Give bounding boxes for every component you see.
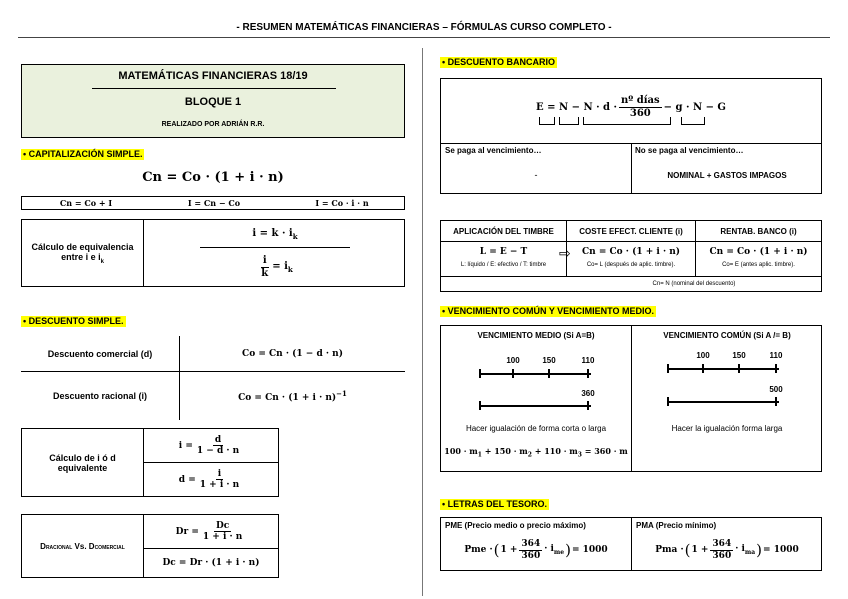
formula-bracket-3-r bbox=[670, 117, 671, 125]
letras-box bbox=[440, 517, 822, 571]
medio-tick-1 bbox=[512, 369, 514, 378]
timbre-header-rule bbox=[441, 241, 821, 242]
formula-bracket-1-l bbox=[539, 117, 540, 125]
medio-label-360: 360 bbox=[581, 389, 595, 398]
formula-bracket-4 bbox=[681, 124, 705, 125]
comun-tick-3 bbox=[775, 364, 777, 373]
pme-title: PME (Precio medio o precio máximo) bbox=[445, 521, 586, 530]
medio-timeline-1 bbox=[479, 373, 591, 375]
descuento-simple-table bbox=[21, 336, 405, 420]
pma-formula: Pma · ( 1 + $\frac{364}{360}$ · $i_{ma}$ ) = 1000 bbox=[655, 539, 799, 561]
average-maturity-note: Hacer igualación de forma corta o larga bbox=[465, 423, 607, 433]
author-line: REALIZADO POR ADRIÁN R.R. bbox=[161, 121, 265, 128]
formula-dr: Dr = $\frac{Dc}{1 + i \cdot n}$ bbox=[175, 520, 243, 542]
comun-timeline-1 bbox=[667, 368, 779, 370]
comun-tick-2 bbox=[738, 364, 740, 373]
client-cost-note: Co= L (después de aplic. timbre). bbox=[586, 262, 676, 268]
timbre-footer-rule bbox=[441, 276, 821, 277]
commercial-discount-formula: Co = Cn · (1 − d · n) bbox=[242, 348, 343, 359]
formula-i-cn-co: I = Cn − Co bbox=[187, 198, 241, 208]
equivalence-rule bbox=[200, 247, 350, 248]
medio-tick-5 bbox=[587, 401, 589, 410]
formula-bracket-3-l bbox=[583, 117, 584, 125]
equivalent-rate-label: Cálculo de i ó d equivalente bbox=[22, 429, 144, 496]
medio-tick-2 bbox=[548, 369, 550, 378]
formula-bracket-2-l bbox=[559, 117, 560, 125]
rational-discount-formula: $Co = Cn \cdot (1 + i \cdot n)^{-1}$ bbox=[238, 389, 347, 403]
course-title: MATEMÁTICAS FINANCIERAS 18/19 bbox=[118, 70, 308, 82]
bank-return-note: Co= E (antes aplic. timbre). bbox=[722, 262, 795, 268]
not-paid-at-maturity-title: No se paga al vencimiento… bbox=[635, 146, 744, 155]
comun-timeline-2 bbox=[667, 401, 779, 403]
not-paid-at-maturity-value: NOMINAL + GASTOS IMPAGOS bbox=[667, 170, 787, 180]
section-heading-vencimiento: • VENCIMIENTO COMÚN Y VENCIMIENTO MEDIO. bbox=[442, 306, 655, 316]
stamp-formula: L = E − T bbox=[479, 247, 528, 257]
pma-title: PMA (Precio mínimo) bbox=[636, 521, 717, 530]
section-heading-letras: • LETRAS DEL TESORO. bbox=[442, 499, 547, 509]
page-header-title: - RESUMEN MATEMÁTICAS FINANCIERAS – FÓRMULAS CURSO COMPLETO - bbox=[236, 22, 612, 33]
bank-return-title: RENTAB. BANCO (i) bbox=[720, 226, 797, 236]
equivalence-box bbox=[21, 219, 405, 287]
formula-bracket-2-r bbox=[578, 117, 579, 125]
medio-tick-4 bbox=[479, 401, 481, 410]
formula-i-co-i-n: I = Co · i · n bbox=[315, 198, 369, 208]
medio-tick-0 bbox=[479, 369, 481, 378]
comun-label-100: 100 bbox=[696, 351, 710, 360]
formula-i-from-d: i = $\frac{d}{1 - d \cdot n}$ bbox=[178, 434, 240, 456]
cap-simple-row bbox=[21, 196, 405, 210]
bank-return-formula: Cn = Co · (1 + i · n) bbox=[709, 247, 808, 257]
rational-vs-commercial-label: DRACIONAL Vs. DCOMERCIAL bbox=[22, 515, 144, 577]
formula-bracket-3 bbox=[583, 124, 671, 125]
comun-label-500: 500 bbox=[769, 385, 783, 394]
equivalent-rate-box bbox=[21, 428, 279, 497]
stamp-application-title: APLICACIÓN DEL TIMBRE bbox=[453, 226, 554, 236]
medio-label-110: 110 bbox=[581, 356, 595, 365]
rational-discount-label: Descuento racional (i) bbox=[52, 391, 148, 401]
stamp-note: L: líquido / E: efectivo / T: timbre bbox=[460, 262, 547, 268]
comun-label-110: 110 bbox=[769, 351, 783, 360]
arrow-right-icon: ⇨ bbox=[559, 245, 571, 261]
medio-label-150: 150 bbox=[542, 356, 556, 365]
client-cost-formula: Cn = Co · (1 + i · n) bbox=[581, 247, 681, 257]
comun-tick-4 bbox=[667, 397, 669, 406]
comun-tick-1 bbox=[702, 364, 704, 373]
section-heading-desc-bancario: • DESCUENTO BANCARIO bbox=[442, 57, 555, 67]
title-box bbox=[21, 64, 405, 138]
client-cost-title: COSTE EFECT. CLIENTE (i) bbox=[579, 226, 683, 236]
section-heading-cap-simple: • CAPITALIZACIÓN SIMPLE. bbox=[23, 149, 143, 159]
section-heading-desc-simple: • DESCUENTO SIMPLE. bbox=[23, 316, 124, 326]
formula-d-from-i: d = $\frac{i}{1 + i \cdot n}$ bbox=[178, 468, 240, 490]
comun-label-150: 150 bbox=[732, 351, 746, 360]
paid-at-maturity-title: Se paga al vencimiento… bbox=[445, 146, 542, 155]
formula-bracket-2 bbox=[559, 124, 579, 125]
bank-discount-formula: E = N − N · d · $\frac{\text{nº días}}{360}$ − g · N − G bbox=[536, 95, 726, 119]
header-rule bbox=[18, 37, 830, 38]
formula-bracket-4-l bbox=[681, 117, 682, 125]
comun-tick-0 bbox=[667, 364, 669, 373]
rational-vs-commercial-box bbox=[21, 514, 279, 578]
medio-timeline-2 bbox=[479, 405, 591, 407]
equivalence-label: Cálculo de equivalencia entre i e $i_k$ bbox=[22, 220, 144, 286]
formula-cn-co-i: Cn = Co + I bbox=[59, 198, 113, 208]
equivalence-formula-1: $i = k \cdot i_k$ bbox=[252, 227, 298, 241]
cap-simple-formula: Cn = Co · (1 + i · n) bbox=[142, 170, 284, 185]
block-title: BLOQUE 1 bbox=[184, 96, 242, 108]
pme-formula: Pme · ( 1 + $\frac{364}{360}$ · $i_{me}$ ) = 1000 bbox=[464, 539, 608, 561]
descuento-bancario-box bbox=[440, 78, 822, 194]
medio-tick-3 bbox=[587, 369, 589, 378]
average-maturity-formula: $100 \cdot m_1 + 150 \cdot m_2 + 110 \cdot m_3 = 360 \cdot m$ bbox=[444, 445, 628, 459]
commercial-discount-label: Descuento comercial (d) bbox=[47, 348, 153, 359]
paid-at-maturity-value: - bbox=[534, 170, 538, 180]
equivalence-formula-2: $\frac{i}{k}$ = $i_k$ bbox=[261, 255, 293, 279]
common-maturity-title: VENCIMIENTO COMÚN (Si A /= B) bbox=[663, 330, 791, 340]
common-maturity-note: Hacer la igualación forma larga bbox=[671, 423, 783, 433]
formula-dc: Dc = Dr · (1 + i · n) bbox=[162, 558, 260, 568]
vencimiento-col-rule bbox=[631, 326, 632, 471]
nominal-note: Cn= N (nominal del descuento) bbox=[652, 281, 736, 287]
formula-bracket-1-r bbox=[554, 117, 555, 125]
column-divider bbox=[422, 48, 423, 596]
vencimiento-box bbox=[440, 325, 822, 472]
formula-bracket-4-r bbox=[704, 117, 705, 125]
comun-tick-5 bbox=[775, 397, 777, 406]
title-rule bbox=[92, 88, 336, 89]
medio-label-100: 100 bbox=[506, 356, 520, 365]
formula-bracket-1 bbox=[539, 124, 555, 125]
timbre-table bbox=[440, 220, 822, 292]
average-maturity-title: VENCIMIENTO MEDIO (Si A=B) bbox=[477, 330, 595, 340]
